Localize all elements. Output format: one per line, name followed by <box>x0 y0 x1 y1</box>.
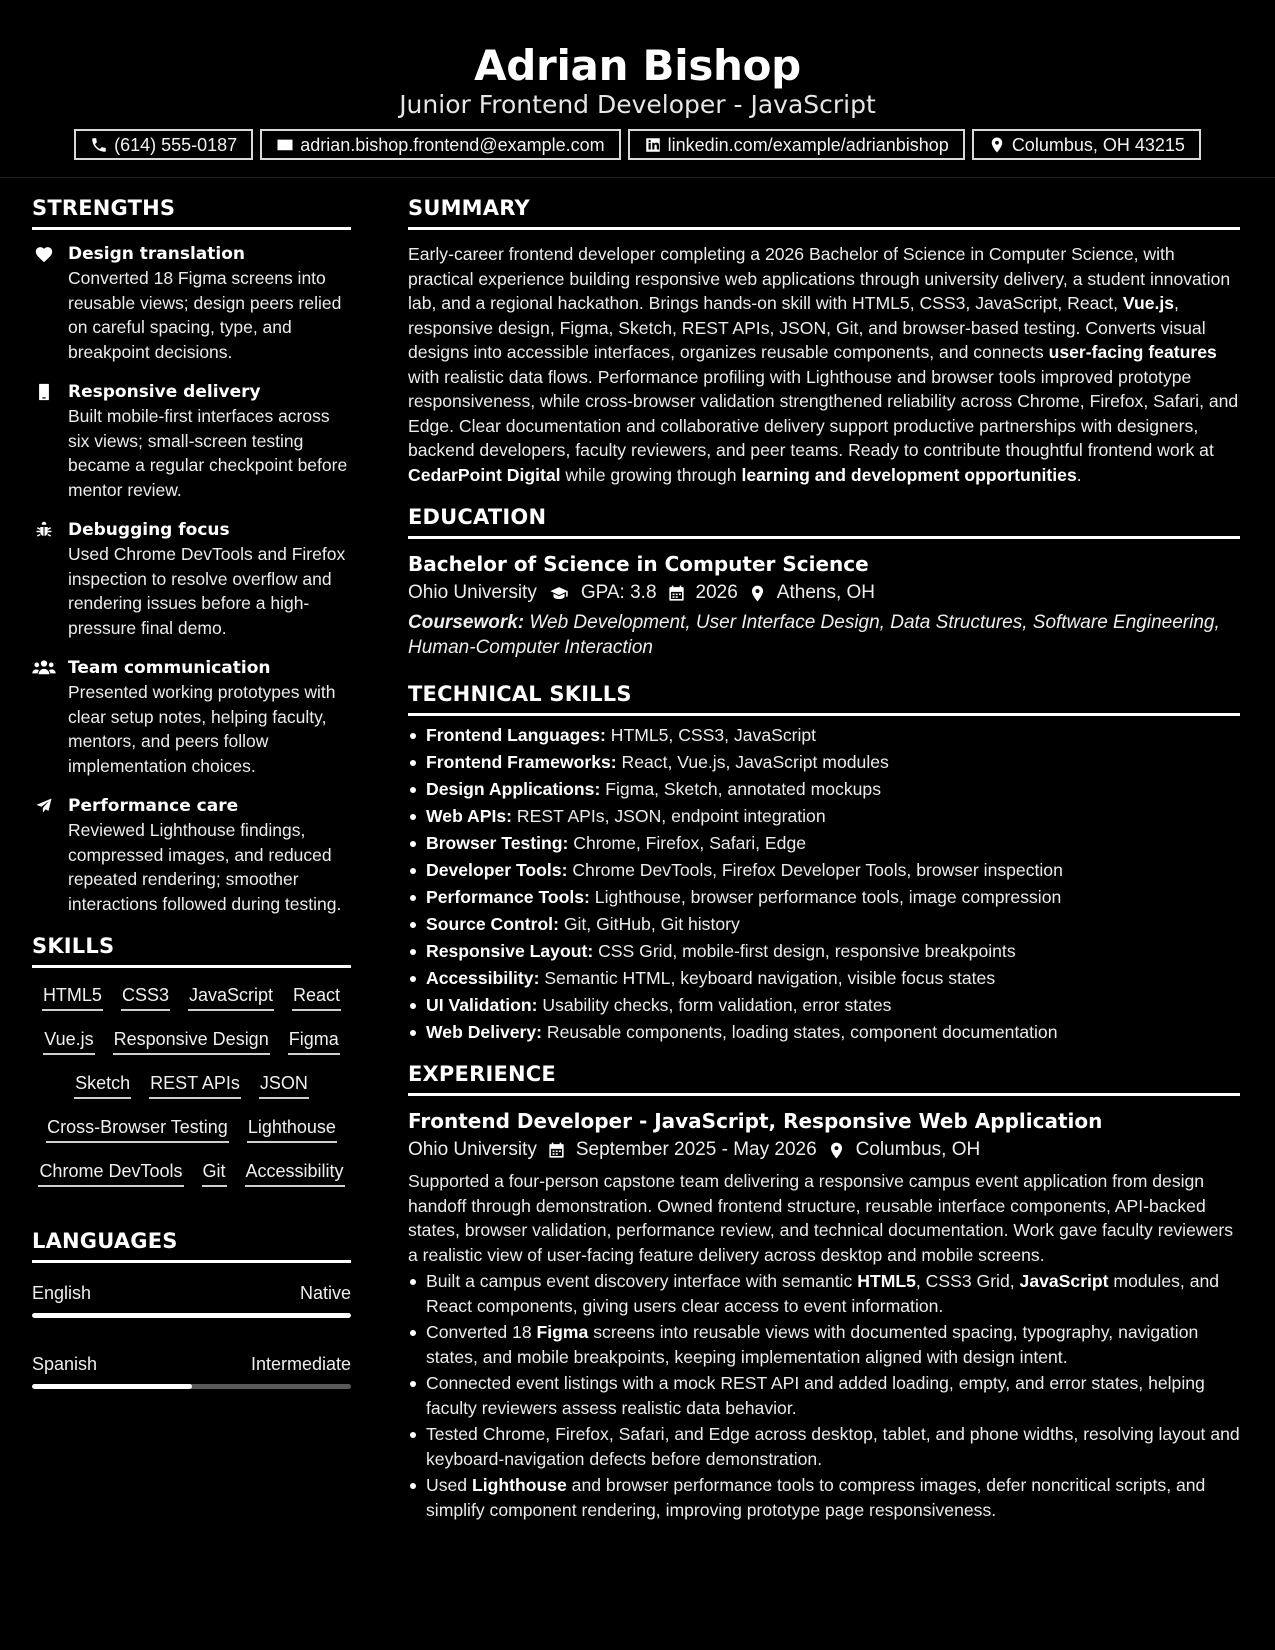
emphasis-text: Vue.js <box>1122 293 1175 313</box>
skill-values: Figma, Sketch, annotated mockups <box>600 779 881 799</box>
skill-category: Frontend Frameworks: <box>426 752 617 772</box>
text-run: , CSS3 Grid, <box>915 1271 1020 1291</box>
text-run: , responsive design, Figma, Sketch, REST APIs, JSON, Git, and browser-based testing. Converts visual designs into accessible interfaces, organizes reusable components, and connects <box>408 293 1206 362</box>
contact-text: adrian.bishop.frontend@example.com <box>300 134 605 155</box>
strength-title: Debugging focus <box>68 520 230 540</box>
right-column <box>408 178 1240 1524</box>
strength-description: Used Chrome DevTools and Firefox inspection to resolve overflow and rendering issues before a high-pressure final demo. <box>68 544 346 638</box>
skill-category: Web APIs: <box>426 806 513 826</box>
graduation-cap-icon <box>547 584 571 603</box>
skill-tag: JavaScript <box>188 982 274 1011</box>
phone-icon <box>90 136 108 154</box>
strength-item <box>32 656 351 778</box>
skill-values: Chrome DevTools, Firefox Developer Tools, browser inspection <box>567 860 1063 880</box>
language-item <box>32 1281 351 1318</box>
skill-values: Lighthouse, browser performance tools, image compression <box>589 887 1062 907</box>
language-bar <box>32 1384 351 1389</box>
skill-tag: React <box>292 982 341 1011</box>
job-location: Columbus, OH <box>855 1139 981 1160</box>
contact-text: linkedin.com/example/adrianbishop <box>667 134 949 155</box>
job-title: Frontend Developer - JavaScript, Responsive Web Application <box>408 1109 1103 1133</box>
skill-tag: Git <box>202 1158 227 1187</box>
skill-tag: Sketch <box>74 1070 131 1099</box>
emphasis-text: Figma <box>536 1322 589 1342</box>
skill-category: Frontend Languages: <box>426 725 606 745</box>
text-run: screens into reusable views with documented spacing, typography, navigation states, and mobile breakpoints, keeping implementation aligned with design intent. <box>426 1322 1199 1367</box>
list-item <box>408 884 1240 911</box>
strength-description: Presented working prototypes with clear setup notes, helping faculty, mentors, and peers follow implementation choices. <box>68 682 336 776</box>
skill-tag: Figma <box>288 1026 340 1055</box>
list-item <box>408 1371 1240 1420</box>
calendar-icon <box>547 1141 566 1160</box>
languages-section <box>32 1227 351 1389</box>
contact-email[interactable] <box>260 129 620 160</box>
job-dates: September 2025 - May 2026 <box>575 1139 817 1160</box>
section-title: LANGUAGES <box>32 1227 351 1263</box>
list-item <box>408 857 1240 884</box>
skill-values: React, Vue.js, JavaScript modules <box>616 752 889 772</box>
map-pin-icon <box>748 584 767 603</box>
education-section <box>408 503 1240 660</box>
skill-values: REST APIs, JSON, endpoint integration <box>512 806 826 826</box>
skill-values: Usability checks, form validation, error states <box>537 995 892 1015</box>
linkedin-icon <box>644 136 662 154</box>
emphasis-text: JavaScript <box>1019 1271 1109 1291</box>
strengths-section <box>32 194 351 916</box>
text-run: . <box>1076 464 1082 485</box>
strength-title: Performance care <box>68 796 239 816</box>
text-run: with realistic data flows. Performance profiling with Lighthouse and browser tools improved prototype responsiveness, while cross-browser validation strengthened reliability across Chrome, Firefox, Safari, and Edge. Clear documentation and collaborative delivery support productive partnerships with designers, backend developers, faculty reviewers, and peer teams. Ready to contribute thoughtful frontend work at <box>408 366 1239 460</box>
text-run: Converted 18 <box>426 1322 537 1342</box>
language-level: Native <box>299 1283 351 1303</box>
contact-text: Columbus, OH 43215 <box>1011 134 1185 155</box>
resume-header <box>0 0 1275 178</box>
list-item <box>408 776 1240 803</box>
degree-title: Bachelor of Science in Computer Science <box>408 552 869 576</box>
section-title: STRENGTHS <box>32 194 351 230</box>
technical-skills-list <box>408 722 1240 1046</box>
language-bar <box>32 1313 351 1318</box>
skill-tag: HTML5 <box>42 982 103 1011</box>
language-name: Spanish <box>32 1354 98 1374</box>
skill-category: UI Validation: <box>426 995 538 1015</box>
contact-linkedin[interactable] <box>628 129 965 160</box>
list-item <box>408 965 1240 992</box>
emphasis-text: learning and development opportunities <box>741 464 1077 485</box>
calendar-icon <box>667 584 686 603</box>
text-run: while growing through <box>560 464 742 485</box>
job-bullets <box>408 1269 1240 1522</box>
skill-values: Reusable components, loading states, component documentation <box>542 1022 1058 1042</box>
skill-category: Accessibility: <box>426 968 540 988</box>
coursework <box>408 610 1240 660</box>
users-icon <box>32 659 56 677</box>
list-item <box>408 992 1240 1019</box>
skill-category: Responsive Layout: <box>426 941 594 961</box>
skill-tag: Cross-Browser Testing <box>46 1114 229 1143</box>
contact-phone[interactable] <box>74 129 253 160</box>
candidate-name: Adrian Bishop <box>474 41 801 90</box>
skill-category: Developer Tools: <box>426 860 568 880</box>
skill-category: Web Delivery: <box>426 1022 543 1042</box>
skill-values: CSS Grid, mobile-first design, responsive breakpoints <box>593 941 1016 961</box>
education-meta <box>408 578 1240 608</box>
skill-category: Design Applications: <box>426 779 601 799</box>
strength-title: Design translation <box>68 244 246 264</box>
section-title: EDUCATION <box>408 503 1240 539</box>
mobile-icon <box>34 383 54 401</box>
language-bar-fill <box>32 1384 192 1389</box>
text-run: and browser performance tools to compress images, defer noncritical scripts, and simplify component rendering, improving prototype page responsiveness. <box>426 1475 1206 1520</box>
skill-tag: JSON <box>259 1070 309 1099</box>
experience-section <box>408 1060 1240 1522</box>
list-item <box>408 1422 1240 1471</box>
skill-tag: Lighthouse <box>247 1114 337 1143</box>
strength-title: Team communication <box>68 658 271 678</box>
list-item <box>408 1019 1240 1046</box>
strength-description: Built mobile-first interfaces across six views; small-screen testing became a regular checkpoint before mentor review. <box>68 406 348 500</box>
left-column <box>32 178 351 1413</box>
list-item <box>408 1473 1240 1522</box>
emphasis-text: HTML5 <box>857 1271 916 1291</box>
candidate-headline: Junior Frontend Developer - JavaScript <box>399 90 876 119</box>
skill-tag: Accessibility <box>245 1158 345 1187</box>
contact-text: (614) 555-0187 <box>114 134 238 155</box>
envelope-icon <box>276 136 294 154</box>
map-pin-icon <box>827 1141 846 1160</box>
emphasis-text: user-facing features <box>1048 342 1217 362</box>
language-item <box>32 1352 351 1389</box>
section-title: SUMMARY <box>408 194 1240 230</box>
skill-tag: REST APIs <box>149 1070 241 1099</box>
skill-category: Performance Tools: <box>426 887 590 907</box>
strength-item <box>32 380 351 502</box>
strength-description: Reviewed Lighthouse findings, compressed images, and reduced repeated rendering; smoother interactions followed during testing. <box>68 820 342 914</box>
strength-item <box>32 518 351 640</box>
job-meta <box>408 1135 1240 1165</box>
skill-values: Git, GitHub, Git history <box>558 914 740 934</box>
text-run: Early-career frontend developer completing a 2026 Bachelor of Science in Computer Science, with practical experience building responsive web applications through university delivery, a student innovation lab, and a regional hackathon. Brings hands-on skill with HTML5, CSS3, JavaScript, React, <box>408 244 1231 313</box>
skill-category: Browser Testing: <box>426 833 569 853</box>
list-item <box>408 1320 1240 1369</box>
section-title: TECHNICAL SKILLS <box>408 680 1240 716</box>
school-name: Ohio University <box>408 582 537 603</box>
school-location: Athens, OH <box>776 582 876 603</box>
coursework-label: Coursework: <box>408 612 525 633</box>
summary-text <box>408 242 1240 487</box>
text-run: Used <box>426 1475 472 1495</box>
section-title: EXPERIENCE <box>408 1060 1240 1096</box>
language-bar-fill <box>32 1313 351 1318</box>
bug-icon <box>34 521 54 539</box>
emphasis-text: CedarPoint Digital <box>408 464 561 485</box>
emphasis-text: Lighthouse <box>471 1475 567 1495</box>
heart-icon <box>34 245 54 263</box>
coursework-list: Web Development, User Interface Design, Data Structures, Software Engineering, Human-Computer Interaction <box>408 612 1220 658</box>
list-item <box>408 749 1240 776</box>
text-run: Connected event listings with a mock REST API and added loading, empty, and error states, helping faculty reviewers assess realistic data behavior. <box>426 1373 1205 1418</box>
skill-values: Semantic HTML, keyboard navigation, visible focus states <box>539 968 996 988</box>
gpa: GPA: 3.8 <box>580 582 657 603</box>
contact-location[interactable] <box>972 129 1201 160</box>
list-item <box>408 803 1240 830</box>
paper-plane-icon <box>34 797 54 815</box>
map-pin-icon <box>988 136 1006 154</box>
strength-title: Responsive delivery <box>68 382 261 402</box>
contact-bar <box>0 129 1275 160</box>
strength-item <box>32 794 351 916</box>
list-item <box>408 830 1240 857</box>
technical-skills-section <box>408 680 1240 1046</box>
graduation-year: 2026 <box>695 582 738 603</box>
strength-item <box>32 242 351 364</box>
language-level: Intermediate <box>250 1354 351 1374</box>
list-item <box>408 911 1240 938</box>
skill-tag: CSS3 <box>121 982 170 1011</box>
skill-values: Chrome, Firefox, Safari, Edge <box>568 833 807 853</box>
skill-tag: Chrome DevTools <box>38 1158 183 1187</box>
text-run: Tested Chrome, Firefox, Safari, and Edge across desktop, tablet, and phone widths, resolving layout and keyboard-navigation defects before demonstration. <box>426 1424 1240 1469</box>
strength-description: Converted 18 Figma screens into reusable views; design peers relied on careful spacing, type, and breakpoint decisions. <box>68 268 342 362</box>
job-description: Supported a four-person capstone team delivering a responsive campus event application from design handoff through demonstration. Owned frontend structure, reusable interface components, API-backed states, browser validation, performance review, and technical documentation. Work gave faculty reviewers a realistic view of user-facing feature delivery across desktop and mobile screens. <box>408 1171 1234 1265</box>
list-item <box>408 1269 1240 1318</box>
list-item <box>408 938 1240 965</box>
summary-section <box>408 194 1240 487</box>
text-run: Built a campus event discovery interface with semantic <box>426 1271 858 1291</box>
skills-section <box>32 932 351 1187</box>
employer: Ohio University <box>408 1139 537 1160</box>
language-name: English <box>32 1283 92 1303</box>
list-item <box>408 722 1240 749</box>
skills-tags <box>32 980 351 1187</box>
skill-values: HTML5, CSS3, JavaScript <box>605 725 817 745</box>
section-title: SKILLS <box>32 932 351 968</box>
skill-category: Source Control: <box>426 914 559 934</box>
text-run: modules, and React components, giving users clear access to event information. <box>426 1271 1220 1316</box>
skill-tag: Responsive Design <box>113 1026 270 1055</box>
skill-tag: Vue.js <box>43 1026 94 1055</box>
